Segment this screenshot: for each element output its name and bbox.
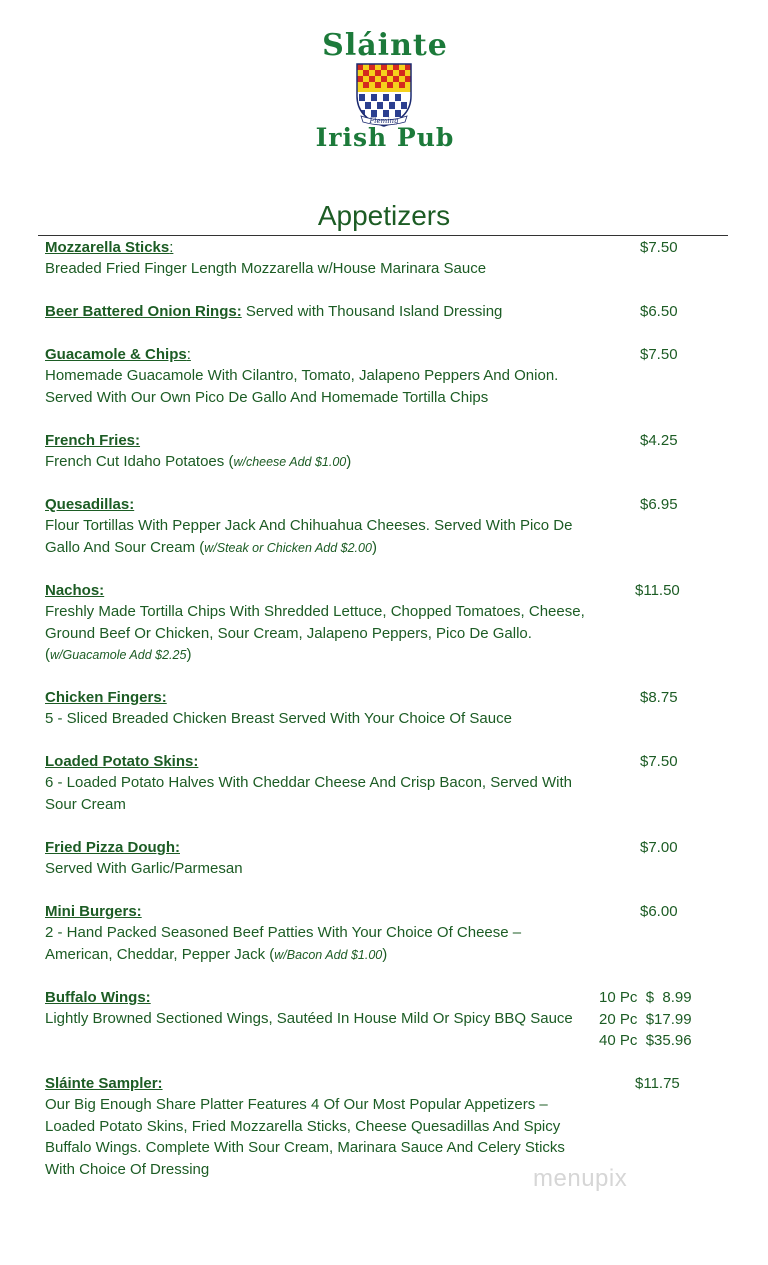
item-description: Served with Thousand Island Dressing xyxy=(241,303,503,320)
item-colon: : xyxy=(186,346,191,363)
logo-top-text: Sláinte xyxy=(322,28,448,63)
item-description: Lightly Browned Sectioned Wings, Sautéed In House Mild Or Spicy BBQ Sauce xyxy=(45,1010,573,1027)
price-option: 10 Pc $ 8.99 xyxy=(599,989,692,1006)
price-option: 20 Pc $17.99 xyxy=(599,1010,692,1028)
item-name: Quesadillas: xyxy=(45,496,135,513)
item-description: French Cut Idaho Potatoes ( xyxy=(45,453,234,470)
menu-item-quesadillas: Quesadillas: Flour Tortillas With Pepper Jack And Chihuahua Cheeses. Served With Pico De Gallo And Sour Cream (w/Steak or Chicken Add $2.00) $6.95 xyxy=(45,494,765,559)
price-option: 40 Pc $35.96 xyxy=(599,1032,692,1049)
item-price: $11.50 xyxy=(635,582,680,599)
item-description: Homemade Guacamole With Cilantro, Tomato, Jalapeno Peppers And Onion. Served With Our Own Pico De Gallo And Homemade Tortilla Chips xyxy=(45,367,559,406)
item-name: Mini Burgers: xyxy=(45,903,142,920)
item-price-list xyxy=(599,987,692,1052)
item-name: Buffalo Wings: xyxy=(45,989,151,1006)
item-name: Loaded Potato Skins: xyxy=(45,753,199,770)
coat-of-arms-icon xyxy=(355,62,413,128)
item-price: $6.95 xyxy=(640,496,678,513)
item-addon-note: w/Guacamole Add $2.25 xyxy=(50,648,187,662)
menu-item-nachos: Nachos: Freshly Made Tortilla Chips With Shredded Lettuce, Chopped Tomatoes, Cheese, Ground Beef Or Chicken, Sour Cream, Jalapeno Peppers, Pico De Gallo. (w/Guacamole Add $2.25) $11.50 xyxy=(45,580,765,667)
item-description: 5 - Sliced Breaded Chicken Breast Served With Your Choice Of Sauce xyxy=(45,710,512,727)
item-addon-note: w/Steak or Chicken Add $2.00 xyxy=(204,540,372,555)
item-description: 6 - Loaded Potato Halves With Cheddar Cheese And Crisp Bacon, Served With Sour Cream xyxy=(45,774,572,813)
item-price: $8.75 xyxy=(640,689,678,706)
menu-item-mini-burgers: Mini Burgers: 2 - Hand Packed Seasoned Beef Patties With Your Choice Of Cheese – American, Cheddar, Pepper Jack (w/Bacon Add $1.00) $6.00 xyxy=(45,901,765,966)
menu-item-guacamole-chips xyxy=(45,344,765,408)
menu-item-fried-pizza-dough xyxy=(45,837,765,880)
menu-item-chicken-fingers xyxy=(45,687,765,730)
item-price: $7.50 xyxy=(640,239,678,256)
menu-item-mozzarella-sticks xyxy=(45,237,765,280)
item-name: Guacamole & Chips xyxy=(45,346,187,363)
title-divider xyxy=(38,235,728,236)
item-price: $11.75 xyxy=(635,1075,680,1092)
item-name: Mozzarella Sticks xyxy=(45,239,170,256)
item-addon-note: w/Bacon Add $1.00 xyxy=(274,947,383,962)
pub-logo xyxy=(315,28,455,168)
item-description: 2 - Hand Packed Seasoned Beef Patties With Your Choice Of Cheese – American, Cheddar, Pepper Jack ( xyxy=(45,924,522,963)
item-description: Served With Garlic/Parmesan xyxy=(45,860,243,877)
item-name: Nachos: xyxy=(45,582,105,599)
item-price: $7.50 xyxy=(640,753,678,770)
item-price: $7.50 xyxy=(640,346,678,363)
watermark: menupix xyxy=(533,1165,628,1192)
logo-bottom-text: Irish Pub xyxy=(315,123,455,152)
item-price: $7.00 xyxy=(640,839,678,856)
item-description: Breaded Fried Finger Length Mozzarella w/House Marinara Sauce xyxy=(45,260,487,277)
item-colon: : xyxy=(169,239,174,256)
item-description: Our Big Enough Share Platter Features 4 Of Our Most Popular Appetizers – Loaded Potato Skins, Fried Mozzarella Sticks, Cheese Quesadillas And Spicy Buffalo Wings. Complete With Sour Cream, Marinara Sauce And Celery Sticks With Choice Of Dressing xyxy=(45,1096,565,1178)
item-addon-note: w/cheese Add $1.00 xyxy=(233,455,347,469)
item-description: Flour Tortillas With Pepper Jack And Chihuahua Cheeses. Served With Pico De Gallo And Sour Cream ( xyxy=(45,517,573,556)
item-name: Sláinte Sampler: xyxy=(45,1075,163,1092)
logo-banner-text: Fleming xyxy=(369,117,399,125)
menu-item-onion-rings xyxy=(45,301,765,322)
menu-item-loaded-potato-skins xyxy=(45,751,765,815)
item-name: Fried Pizza Dough: xyxy=(45,839,180,856)
item-description: Freshly Made Tortilla Chips With Shredded Lettuce, Chopped Tomatoes, Cheese, Ground Beef Or Chicken, Sour Cream, Jalapeno Peppers, Pico De Gallo. ( xyxy=(45,603,585,663)
menu-item-french-fries: French Fries: French Cut Idaho Potatoes (w/cheese Add $1.00) $4.25 xyxy=(45,430,765,474)
section-title: Appetizers xyxy=(317,200,451,231)
item-price: $6.00 xyxy=(640,903,678,920)
menu-item-slainte-sampler xyxy=(45,1073,765,1180)
menu-item-buffalo-wings xyxy=(45,987,765,1049)
item-price: $4.25 xyxy=(640,432,678,449)
item-name: Beer Battered Onion Rings: xyxy=(45,303,242,320)
item-name: Chicken Fingers: xyxy=(45,689,167,706)
item-name: French Fries: xyxy=(45,432,141,449)
item-price: $6.50 xyxy=(640,303,678,320)
